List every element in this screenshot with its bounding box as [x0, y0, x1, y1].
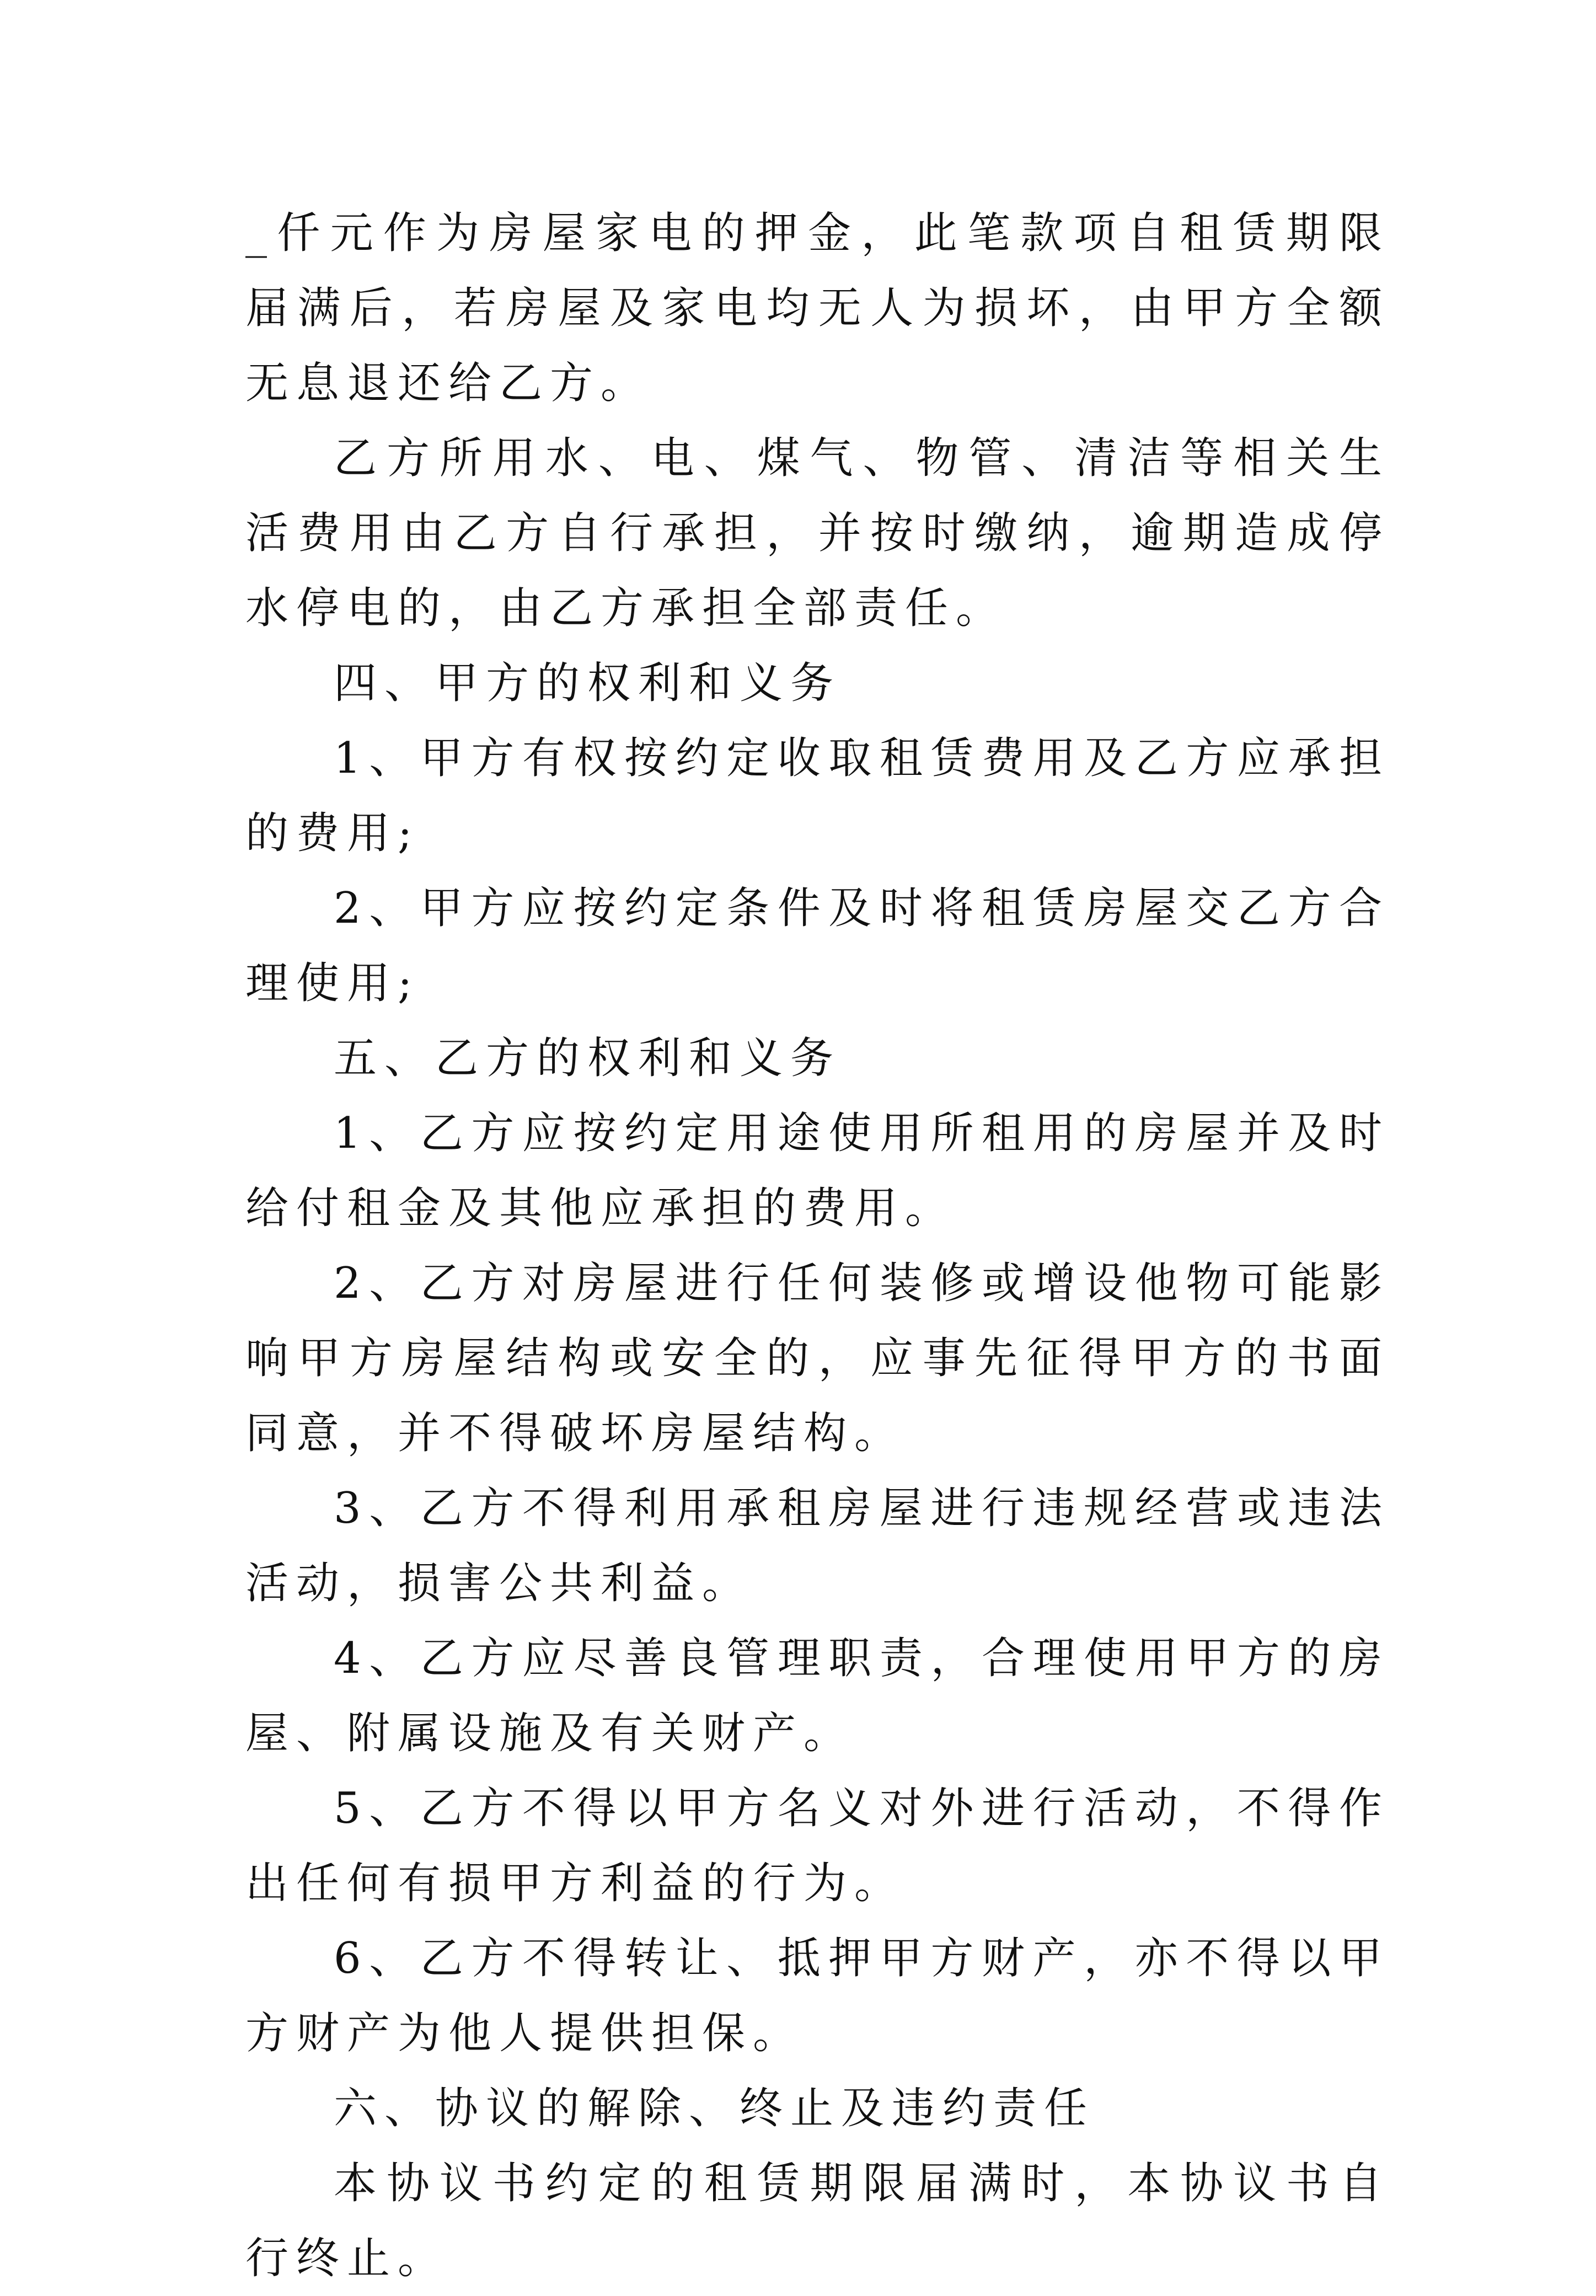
- clause-b-1: 1、乙方应按约定用途使用所租用的房屋并及时给付租金及其他应承担的费用。: [245, 1109, 1390, 1233]
- document-body: [245, 196, 1390, 2296]
- clause-a-2: 2、甲方应按约定条件及时将租赁房屋交乙方合理使用;: [245, 884, 1390, 1008]
- clause-b-2: 2、乙方对房屋进行任何装修或增设他物可能影响甲方房屋结构或安全的，应事先征得甲方的书面同意，并不得破坏房屋结构。: [245, 1259, 1390, 1458]
- heading-party-a-rights: 四、甲方的权利和义务: [334, 659, 842, 708]
- clause-b-6: 6、乙方不得转让、抵押甲方财产，亦不得以甲方财产为他人提供担保。: [245, 1934, 1390, 2058]
- clause-b-3: 3、乙方不得利用承租房屋进行违规经营或违法活动，损害公共利益。: [245, 1484, 1390, 1608]
- clause-termination: 本协议书约定的租赁期限届满时，本协议书自行终止。: [245, 2159, 1390, 2283]
- clause-a-1: 1、甲方有权按约定收取租赁费用及乙方应承担的费用;: [245, 734, 1390, 858]
- paragraph-deposit-return: _仟元作为房屋家电的押金，此笔款项自租赁期限届满后，若房屋及家电均无人为损坏，由甲方全额无息退还给乙方。: [245, 208, 1390, 408]
- heading-termination: 六、协议的解除、终止及违约责任: [334, 2084, 1095, 2133]
- paragraph-living-expenses: 乙方所用水、电、煤气、物管、清洁等相关生活费用由乙方自行承担，并按时缴纳，逾期造成停水停电的，由乙方承担全部责任。: [245, 433, 1390, 633]
- clause-b-4: 4、乙方应尽善良管理职责，合理使用甲方的房屋、附属设施及有关财产。: [245, 1634, 1390, 1758]
- clause-b-5: 5、乙方不得以甲方名义对外进行活动，不得作出任何有损甲方利益的行为。: [245, 1784, 1390, 1908]
- heading-party-b-rights: 五、乙方的权利和义务: [334, 1034, 842, 1083]
